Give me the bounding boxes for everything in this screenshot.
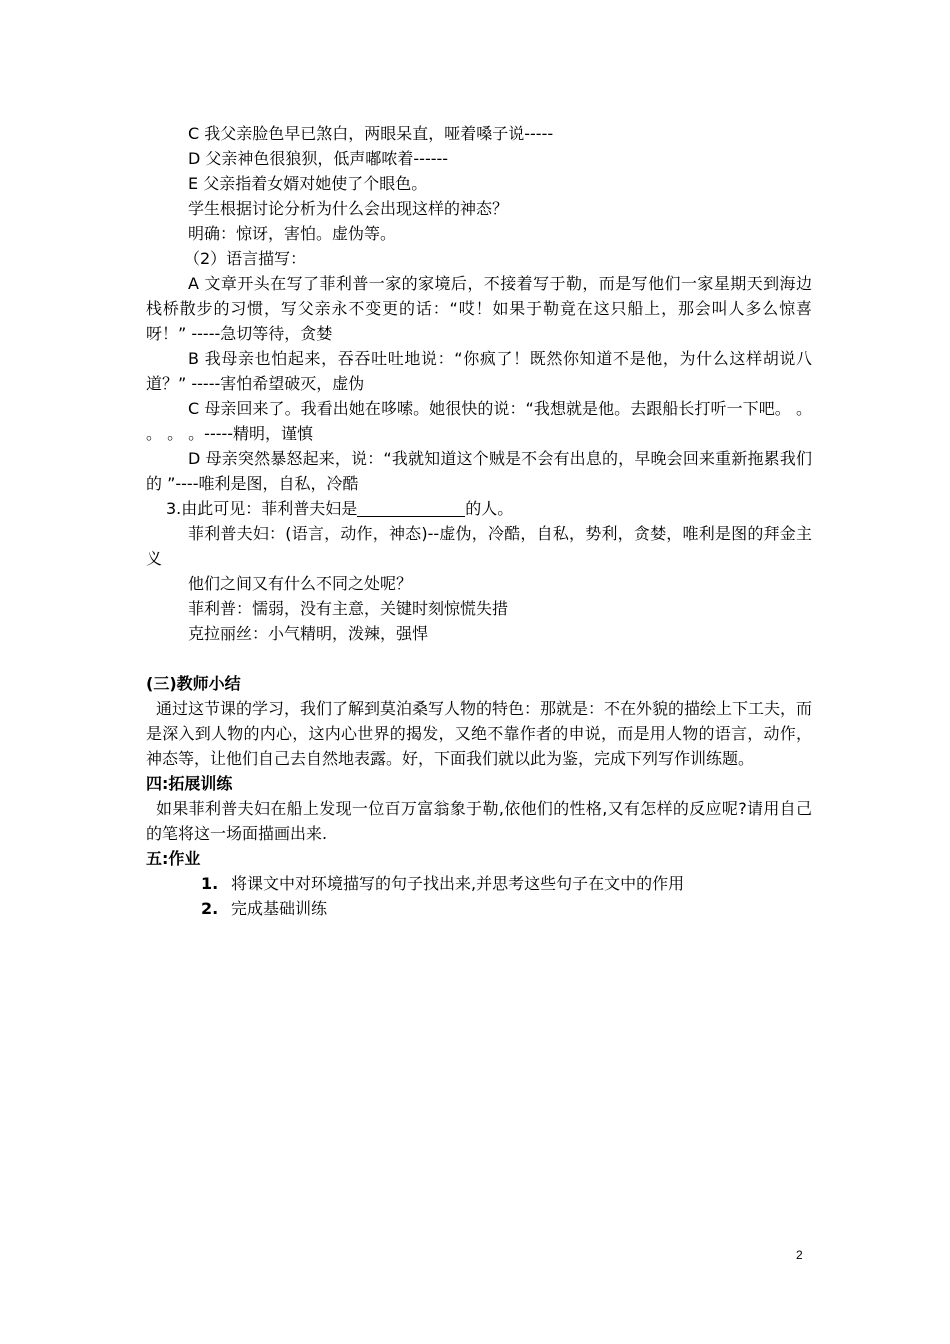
- language-example-d: D 母亲突然暴怒起来，说：“我就知道这个贼是不会有出息的，早晚会回来重新拖累我们的 ”----唯利是图，自私，冷酷: [146, 449, 812, 493]
- philip-traits: 菲利普：懦弱，没有主意，关键时刻惊慌失措: [188, 599, 509, 618]
- homework-heading: 五:作业: [146, 849, 201, 868]
- homework-item-number: 2.: [201, 899, 219, 918]
- page-number: 2: [796, 1248, 803, 1262]
- homework-item: [146, 871, 812, 896]
- homework-item-text: 完成基础训练: [231, 899, 328, 918]
- language-example-a: A 文章开头在写了菲利普一家的家境后，不接着写于勒，而是写他们一家星期天到海边栈桥散步的习惯，写父亲永不变更的话：“哎！如果于勒竟在这只船上，那会叫人多么惊喜呀！” -----急切等待，贪婪: [146, 274, 812, 343]
- conclusion-suffix: 的人。: [465, 499, 514, 518]
- extension-body: 如果菲利普夫妇在船上发现一位百万富翁象于勒,依他们的性格,又有怎样的反应呢?请用自己的笔将这一场面描画出来.: [146, 799, 812, 843]
- homework-item-number: 1.: [201, 874, 219, 893]
- homework-item: [146, 896, 812, 921]
- language-description-heading: （2）语言描写：: [184, 249, 307, 268]
- line-father-c: C 我父亲脸色早已煞白，两眼呆直，哑着嗓子说-----: [188, 124, 554, 143]
- spacer: [146, 646, 812, 671]
- clarification: 明确：惊讶，害怕。虚伪等。: [188, 224, 397, 243]
- conclusion-line: [146, 496, 812, 521]
- fill-in-blank: [357, 498, 465, 517]
- teacher-summary-heading: (三)教师小结: [146, 674, 241, 693]
- homework-list: [146, 871, 812, 921]
- line-father-d: D 父亲神色很狼狈，低声嘟哝着------: [188, 149, 449, 168]
- discussion-prompt: 学生根据讨论分析为什么会出现这样的神态？: [188, 199, 509, 218]
- teacher-summary-body: 通过这节课的学习，我们了解到莫泊桑写人物的特色：那就是：不在外貌的描绘上下工夫，而是深入到人物的内心，这内心世界的揭发，又绝不靠作者的申说，而是用人物的语言，动作，神态等，让他们自己去自然地表露。好，下面我们就以此为鉴，完成下列写作训练题。: [146, 699, 813, 768]
- conclusion-prefix: 3.由此可见：菲利普夫妇是: [166, 499, 358, 518]
- extension-heading: 四:拓展训练: [146, 774, 233, 793]
- clarisse-traits: 克拉丽丝：小气精明，泼辣，强悍: [188, 624, 429, 643]
- homework-item-text: 将课文中对环境描写的句子找出来,并思考这些句子在文中的作用: [231, 874, 685, 893]
- line-father-e: E 父亲指着女婿对她使了个眼色。: [188, 174, 428, 193]
- language-example-b: B 我母亲也怕起来，吞吞吐吐地说：“你疯了！既然你知道不是他，为什么这样胡说八道？” -----害怕希望破灭，虚伪: [146, 349, 812, 393]
- language-example-c: C 母亲回来了。我看出她在哆嗦。她很快的说：“我想就是他。去跟船长打听一下吧。 。 。 。 。-----精明，谨慎: [146, 399, 812, 443]
- couple-traits: 菲利普夫妇：(语言，动作，神态)--虚伪，冷酷，自私，势利，贪婪，唯利是图的拜金主义: [146, 524, 812, 568]
- page-content: [146, 121, 812, 921]
- difference-question: 他们之间又有什么不同之处呢？: [188, 574, 413, 593]
